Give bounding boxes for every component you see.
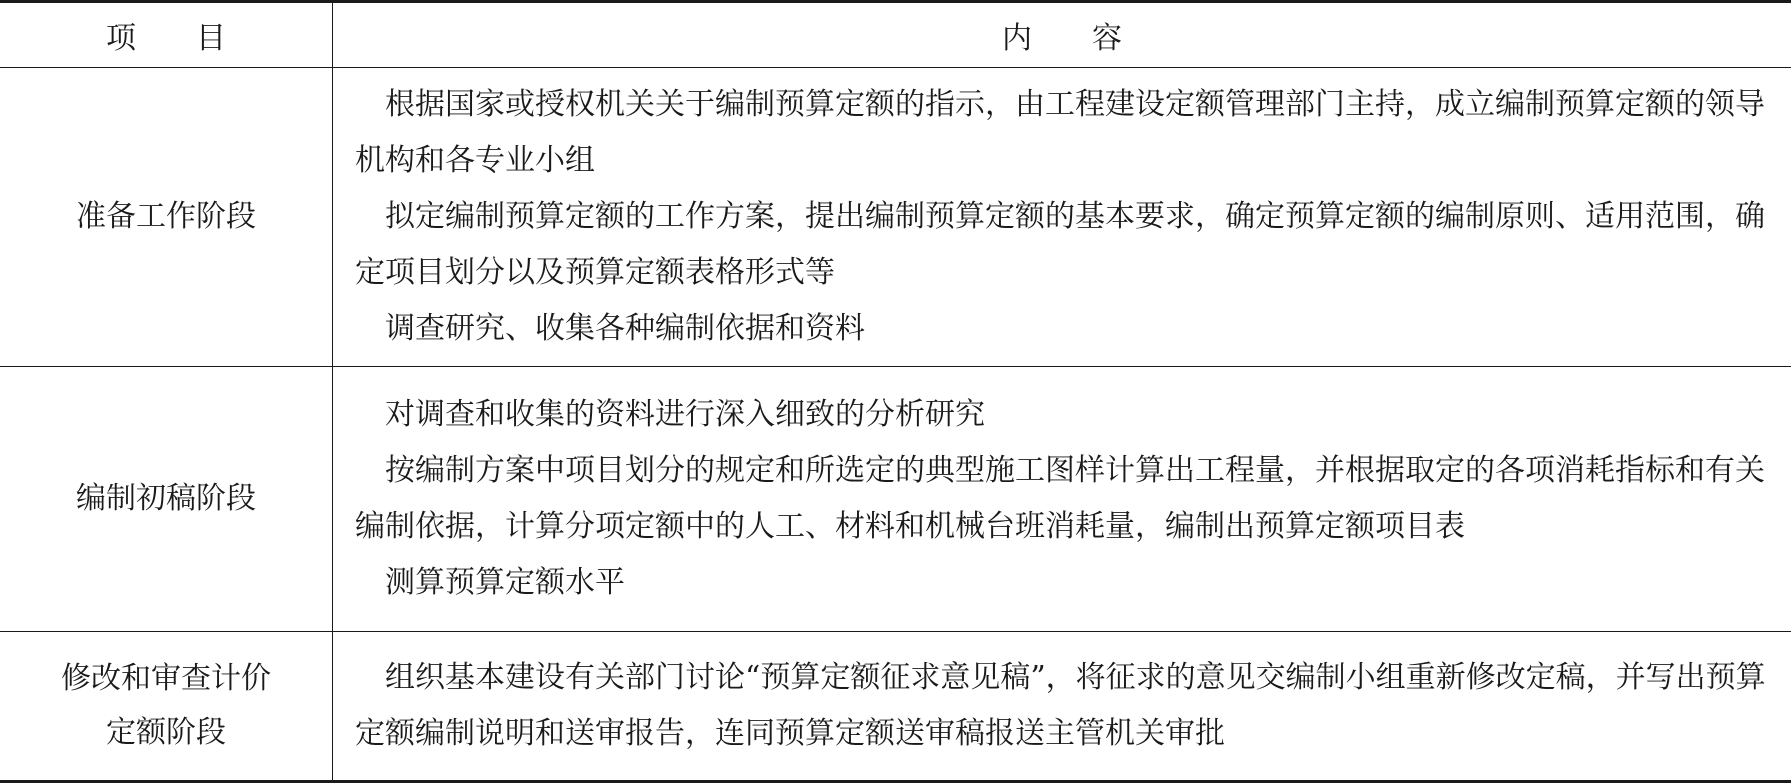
table-header (0, 2, 1791, 68)
header-content: 内 容 (333, 2, 1791, 68)
content-paragraph: 根据国家或授权机关关于编制预算定额的指示，由工程建设定额管理部门主持，成立编制预算定额的领导机构和各专业小组 (355, 77, 1781, 189)
stage-content-cell (333, 367, 1791, 632)
content-paragraph: 调查研究、收集各种编制依据和资料 (355, 301, 1781, 357)
header-row (0, 2, 1791, 68)
content-paragraph: 组织基本建设有关部门讨论“预算定额征求意见稿”，将征求的意见交编制小组重新修改定稿，并写出预算定额编制说明和送审报告，连同预算定额送审稿报送主管机关审批 (355, 650, 1781, 762)
header-item: 项 目 (0, 2, 333, 68)
table-body (0, 68, 1791, 782)
stage-name-cell (0, 632, 333, 782)
stage-name-cell (0, 68, 333, 367)
content-paragraph: 对调查和收集的资料进行深入细致的分析研究 (355, 387, 1781, 443)
stage-name-cell (0, 367, 333, 632)
stage-content-cell (333, 632, 1791, 782)
stage-name-line: 编制初稿阶段 (0, 472, 332, 526)
stage-content-cell (333, 68, 1791, 367)
content-paragraph: 测算预算定额水平 (355, 555, 1781, 611)
table-row (0, 68, 1791, 367)
stage-name-line: 定额阶段 (0, 706, 332, 760)
content-paragraph: 按编制方案中项目划分的规定和所选定的典型施工图样计算出工程量，并根据取定的各项消耗指标和有关编制依据，计算分项定额中的人工、材料和机械台班消耗量，编制出预算定额项目表 (355, 443, 1781, 555)
table-row (0, 632, 1791, 782)
content-paragraph: 拟定编制预算定额的工作方案，提出编制预算定额的基本要求，确定预算定额的编制原则、适用范围，确定项目划分以及预算定额表格形式等 (355, 189, 1781, 301)
stage-name-line: 修改和审查计价 (0, 652, 332, 706)
table-row (0, 367, 1791, 632)
stage-name-line: 准备工作阶段 (0, 190, 332, 244)
